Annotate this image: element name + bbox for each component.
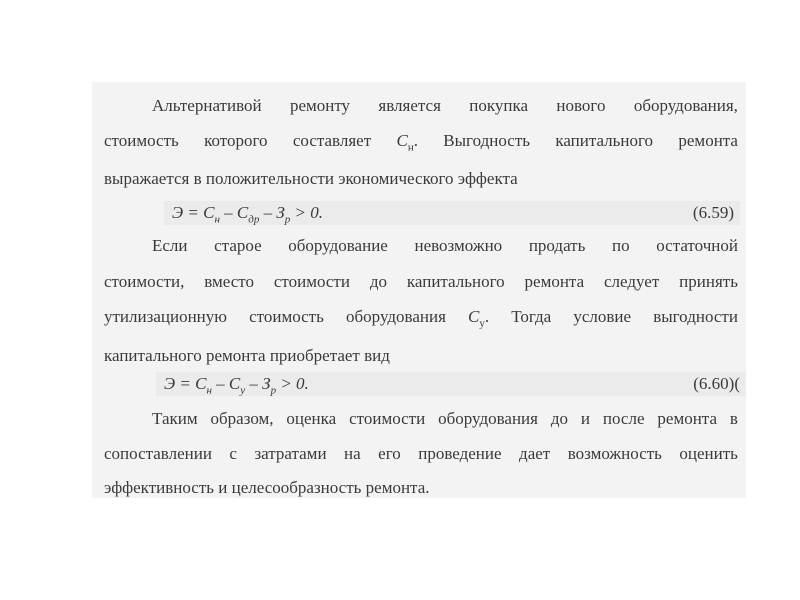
variable-subscript: н xyxy=(407,141,414,154)
word: до xyxy=(550,409,569,428)
word: сопоставлении xyxy=(104,444,212,463)
word: до xyxy=(369,272,388,291)
paragraph-3-line-1 xyxy=(152,409,738,429)
equation-formula xyxy=(164,372,309,402)
formula-start: Э = С xyxy=(164,374,207,393)
word: следует xyxy=(604,272,660,291)
word: ремонта xyxy=(524,272,585,291)
word: утилизационную xyxy=(104,307,227,326)
word: ремонта xyxy=(657,409,717,428)
word: стоимость xyxy=(104,131,179,150)
word: проведение xyxy=(418,444,502,463)
word: старое xyxy=(214,236,262,255)
formula-term: – З xyxy=(245,374,271,393)
word: Тогда xyxy=(511,307,552,326)
formula-term: – З xyxy=(259,203,285,222)
word: вместо xyxy=(204,272,254,291)
word: образом, xyxy=(210,409,274,428)
punctuation: . xyxy=(484,307,490,326)
paragraph-2-line-2 xyxy=(104,272,738,292)
formula-start: Э = С xyxy=(172,203,215,222)
word: покупка xyxy=(469,96,529,115)
paragraph-3-line-3: эффективность и целесообразность ремонта. xyxy=(104,478,430,497)
equation-6-59 xyxy=(164,201,740,225)
paragraph-3-line-2 xyxy=(104,444,738,464)
equation-number: (6.60)( xyxy=(693,374,740,393)
word: Таким xyxy=(152,409,198,428)
word: оборудование xyxy=(288,236,388,255)
paragraph-1-line-2 xyxy=(104,131,738,154)
word: оборудования xyxy=(438,409,538,428)
word: и xyxy=(580,409,591,428)
variable-letter: С xyxy=(468,307,480,326)
word: по xyxy=(611,236,630,255)
formula-term: > 0. xyxy=(276,374,309,393)
word: после xyxy=(602,409,645,428)
formula-subscript: др xyxy=(248,213,260,226)
word: стоимости xyxy=(349,409,426,428)
word: на xyxy=(344,444,361,463)
word: в xyxy=(729,409,738,428)
formula-subscript: р xyxy=(270,384,277,397)
word: оборудования, xyxy=(633,96,738,115)
equation-formula xyxy=(172,201,323,231)
paragraph-2-line-1 xyxy=(152,236,738,256)
variable-letter: С xyxy=(396,131,408,150)
formula-term: – С xyxy=(211,374,241,393)
formula-subscript: н xyxy=(206,384,212,397)
paragraph-2-line-4: капитального ремонта приобретает вид xyxy=(104,346,390,365)
word: с xyxy=(229,444,237,463)
paragraph-2-line-3 xyxy=(104,307,738,330)
word: продать xyxy=(528,236,586,255)
word: ремонту xyxy=(289,96,351,115)
word: которого xyxy=(204,131,268,150)
formula-subscript: у xyxy=(240,384,246,397)
word: его xyxy=(378,444,401,463)
word: оценить xyxy=(679,444,738,463)
word: является xyxy=(378,96,441,115)
word: оценка xyxy=(286,409,337,428)
word: стоимости xyxy=(273,272,350,291)
word: стоимость xyxy=(249,307,324,326)
word: капитального xyxy=(555,131,654,150)
formula-subscript: н xyxy=(214,213,220,226)
paragraph-1-line-1 xyxy=(152,96,738,116)
word: Выгодность xyxy=(443,131,530,150)
punctuation: . xyxy=(413,131,418,150)
variable-subscript: у xyxy=(479,317,485,330)
text-panel xyxy=(92,82,746,498)
word: выгодности xyxy=(653,307,738,326)
variable-cn xyxy=(396,131,418,154)
word: невозможно xyxy=(414,236,503,255)
formula-subscript: р xyxy=(284,213,291,226)
word: условие xyxy=(573,307,632,326)
word: Если xyxy=(152,236,188,255)
equation-number: (6.59) xyxy=(692,203,734,222)
word: капитального xyxy=(406,272,505,291)
word: нового xyxy=(556,96,606,115)
word: остаточной xyxy=(656,236,738,255)
equation-6-60 xyxy=(156,372,746,396)
word: стоимости, xyxy=(104,272,185,291)
word: возможность xyxy=(567,444,662,463)
word: принять xyxy=(679,272,738,291)
formula-term: – С xyxy=(219,203,249,222)
word: составляет xyxy=(292,131,372,150)
word: затратами xyxy=(254,444,327,463)
word: оборудования xyxy=(346,307,446,326)
paragraph-1-line-3: выражается в положительности экономического эффекта xyxy=(104,169,518,188)
variable-cy xyxy=(468,307,490,330)
formula-term: > 0. xyxy=(290,203,323,222)
word: дает xyxy=(519,444,551,463)
word: ремонта xyxy=(678,131,738,150)
word: Альтернативой xyxy=(152,96,262,115)
